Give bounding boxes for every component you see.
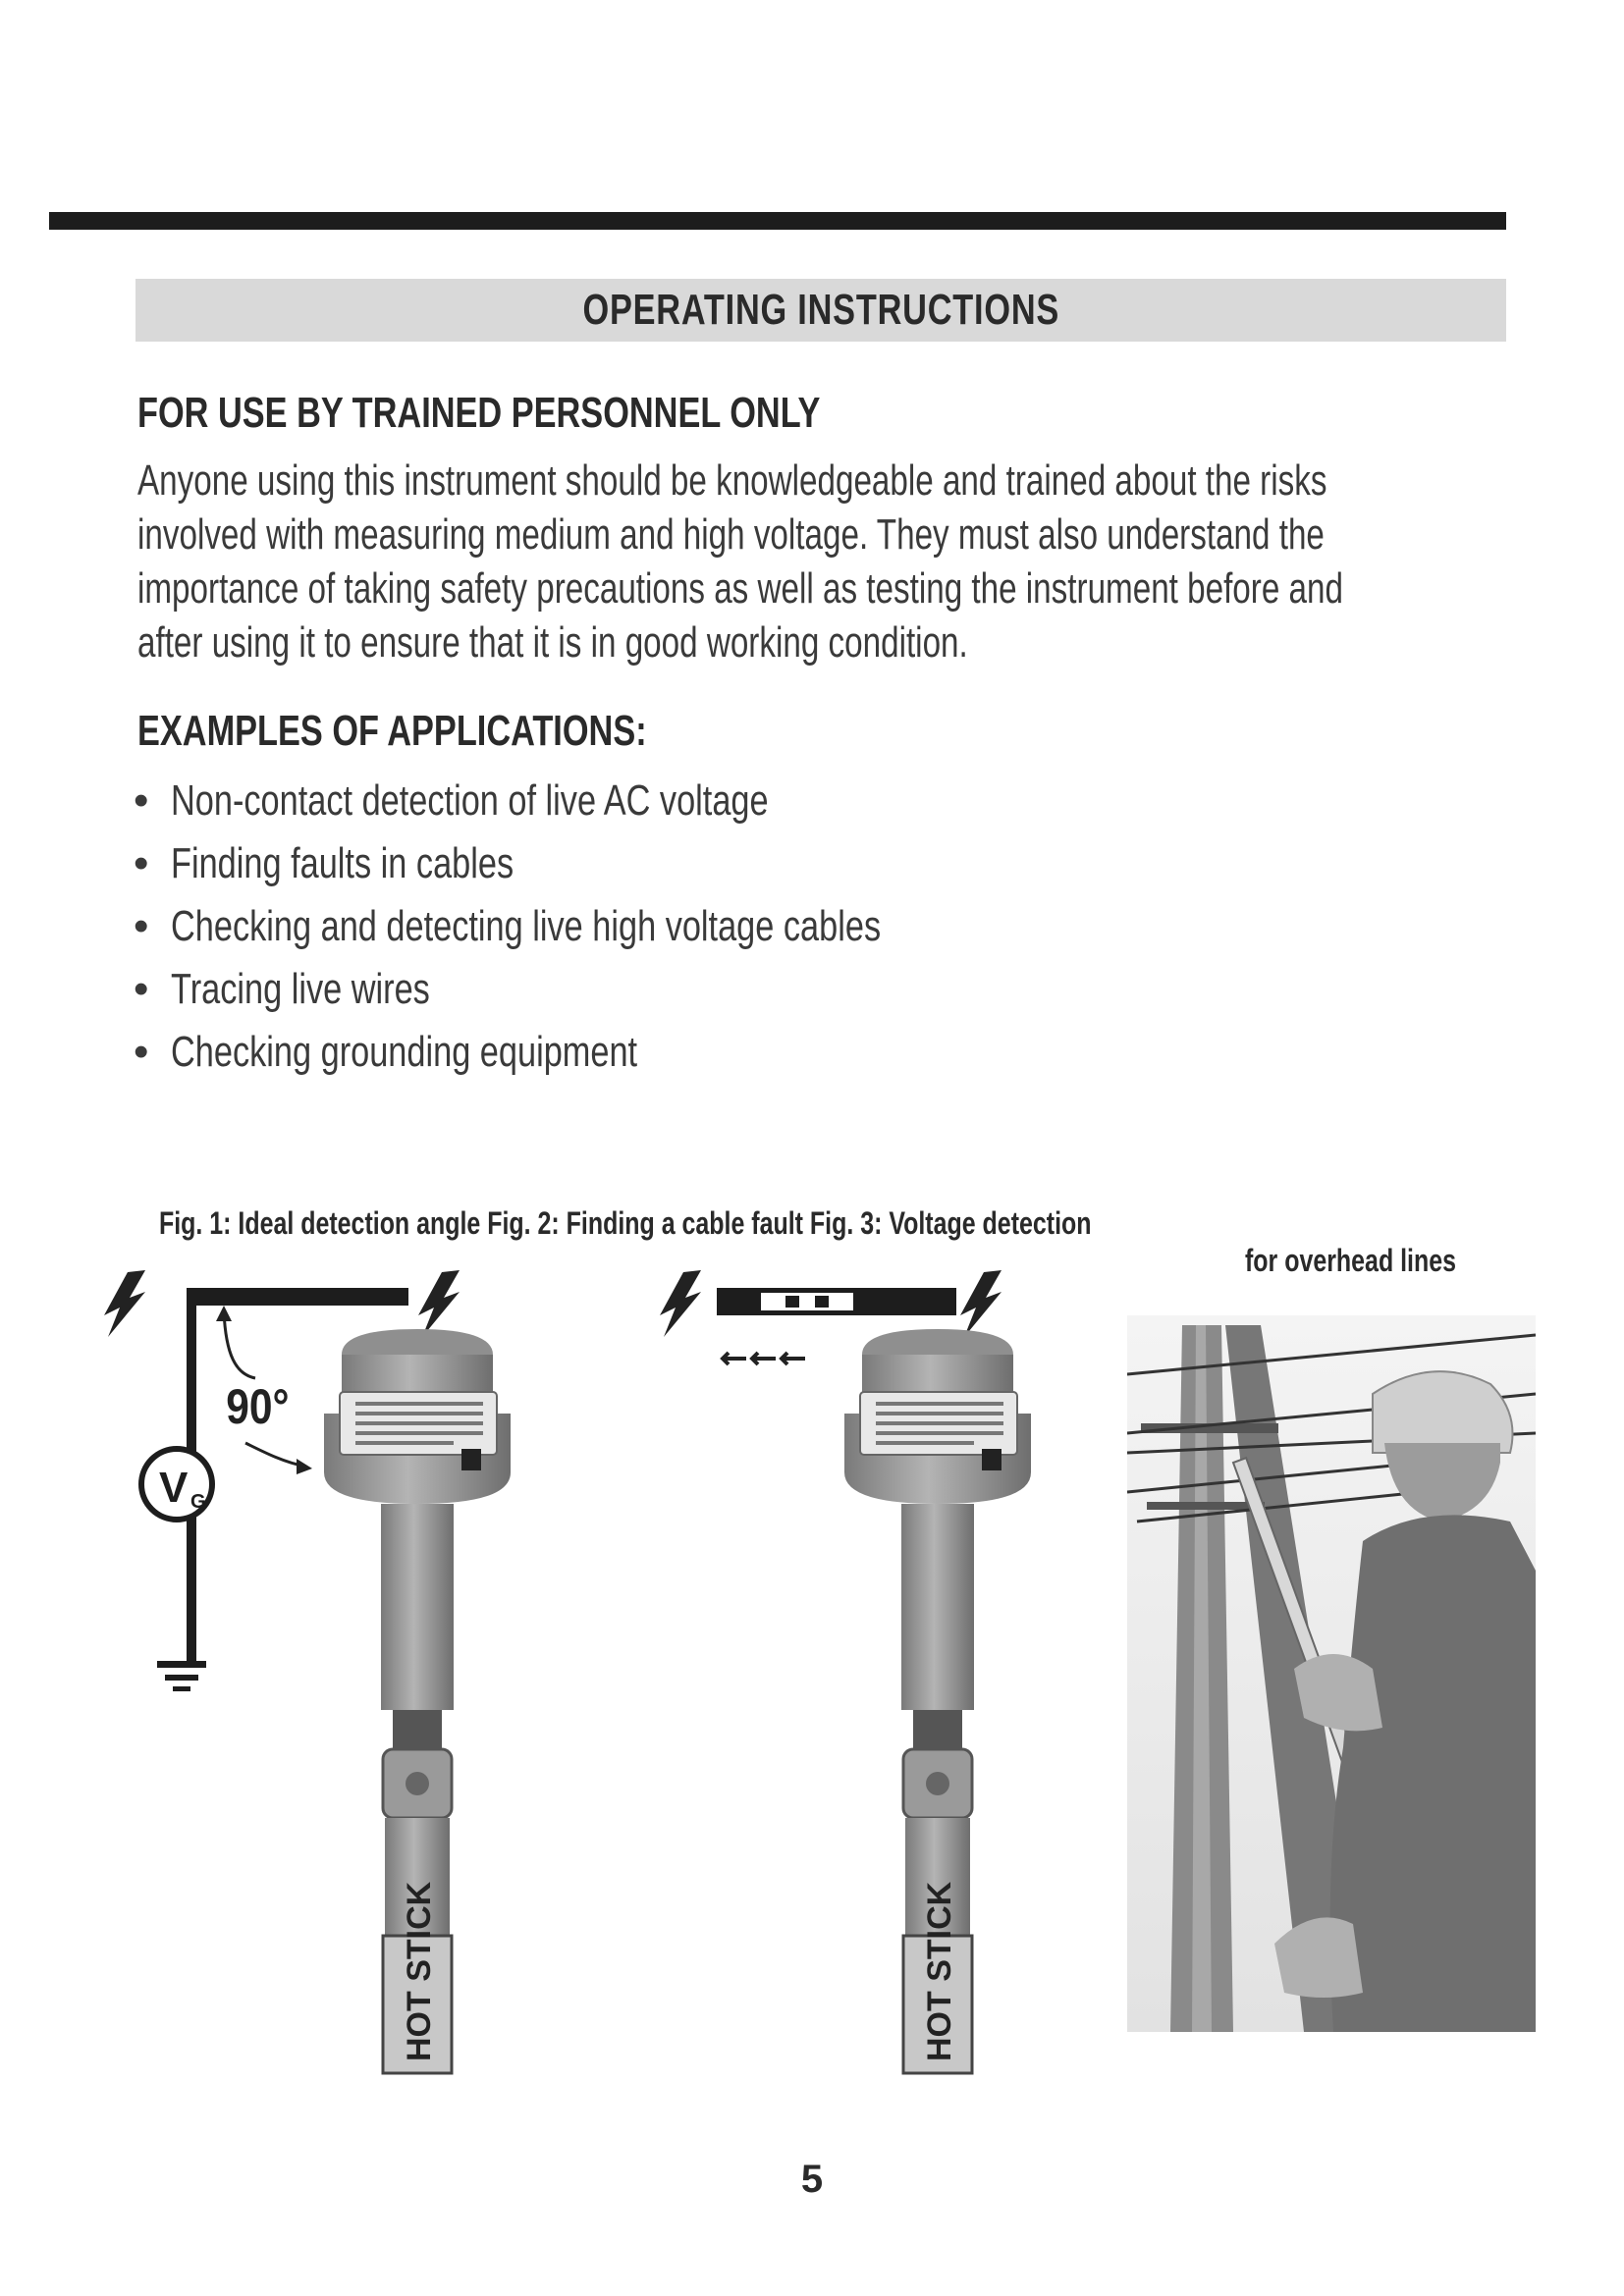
- section-title-band: [135, 279, 1506, 342]
- list-item: • Non-contact detection of live AC voltage: [134, 770, 1081, 832]
- list-item: • Checking and detecting live high voltage cables: [134, 895, 1081, 958]
- top-rule: [49, 212, 1506, 230]
- paragraph-line: after using it to ensure that it is in good working condition.: [137, 618, 968, 667]
- page-title: OPERATING INSTRUCTIONS: [582, 286, 1059, 334]
- lightning-icon: [418, 1270, 460, 1337]
- applications-heading: EXAMPLES OF APPLICATIONS:: [137, 707, 647, 755]
- lightning-icon: [660, 1270, 701, 1337]
- figure-caption: Fig. 1: Ideal detection angle Fig. 2: Finding a cable fault Fig. 3: Voltage detection: [159, 1205, 1092, 1241]
- bullet-icon: •: [134, 839, 149, 887]
- intro-paragraph: [137, 454, 1532, 669]
- svg-text:G: G: [190, 1491, 206, 1513]
- voltmeter-icon: [141, 1449, 212, 1520]
- paragraph-line: importance of taking safety precautions as well as testing the instrument before and: [137, 564, 1343, 613]
- lightning-icon: [104, 1270, 145, 1337]
- list-item: • Tracing live wires: [134, 958, 1081, 1021]
- bullet-icon: •: [134, 1028, 149, 1076]
- applications-list: [134, 770, 1081, 1084]
- svg-text:V: V: [159, 1464, 189, 1512]
- lightning-icon: [960, 1270, 1001, 1337]
- hot-stick-label: HOT STICK: [921, 1881, 958, 2061]
- arrow-head-icon: [297, 1459, 312, 1474]
- trained-personnel-heading: FOR USE BY TRAINED PERSONNEL ONLY: [137, 389, 821, 437]
- page-number: 5: [800, 2158, 824, 2201]
- arrow-head-icon: [216, 1306, 232, 1321]
- bullet-icon: •: [134, 965, 149, 1013]
- list-item: • Checking grounding equipment: [134, 1021, 1081, 1084]
- bullet-icon: •: [134, 776, 149, 825]
- angle-arrow: [224, 1311, 255, 1378]
- angle-label: 90°: [226, 1378, 290, 1434]
- bullet-icon: •: [134, 902, 149, 950]
- figure-3-overhead-line-photo: [1127, 1315, 1536, 2032]
- voltage-detector: [324, 1329, 511, 2073]
- hot-stick-label: HOT STICK: [401, 1881, 438, 2061]
- list-item: • Finding faults in cables: [134, 832, 1081, 895]
- ground-symbol-icon: [157, 1661, 206, 1691]
- direction-arrows-icon: [723, 1353, 805, 1364]
- cable-fault-gap: [760, 1292, 854, 1311]
- figure-caption-continued: for overhead lines: [1245, 1243, 1456, 1278]
- live-conductor: [187, 1288, 408, 1306]
- paragraph-line: Anyone using this instrument should be knowledgeable and trained about the risks: [137, 456, 1327, 505]
- figure-1-detection-angle: [88, 1256, 638, 2081]
- figure-2-cable-fault: [638, 1256, 1110, 2081]
- paragraph-line: involved with measuring medium and high voltage. They must also understand the: [137, 510, 1325, 559]
- voltage-detector: [844, 1329, 1031, 2073]
